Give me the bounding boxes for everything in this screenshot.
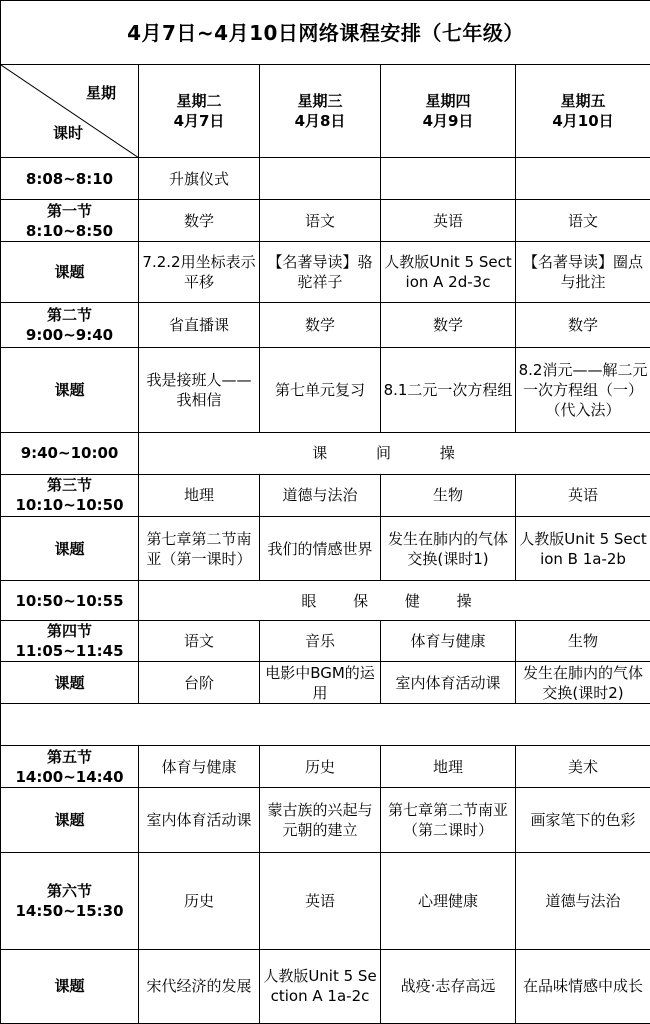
- empty-cell: [381, 158, 516, 200]
- day-header-thu: [381, 65, 516, 158]
- period-6-row: [1, 852, 650, 949]
- period-time: 8:10~8:50: [25, 221, 114, 240]
- subject-cell: 体育与健康: [139, 746, 260, 788]
- subject-cell: 省直播课: [139, 302, 260, 347]
- subject-cell: 音乐: [260, 621, 381, 662]
- time-cell: 10:50~10:55: [1, 581, 139, 621]
- subject-cell: 语文: [139, 621, 260, 662]
- topic-label: 课题: [1, 949, 139, 1023]
- flag-row: [1, 158, 650, 200]
- break-2-row: [1, 581, 650, 621]
- topic-cell: 台阶: [139, 662, 260, 704]
- topic-cell: 发生在肺内的气体交换(课时2): [516, 662, 650, 704]
- period-1-topic-row: [1, 242, 650, 302]
- period-name: 第六节: [46, 881, 92, 900]
- topic-cell: 第七单元复习: [260, 347, 381, 432]
- period-time: 10:10~10:50: [15, 496, 124, 515]
- day-header-tue: [139, 65, 260, 158]
- subject-cell: 英语: [516, 474, 650, 516]
- weekday-label: 星期二: [176, 92, 222, 111]
- subject-cell: 道德与法治: [516, 852, 650, 949]
- subject-cell: 历史: [260, 746, 381, 788]
- subject-cell: 英语: [260, 852, 381, 949]
- period-3-label: [1, 474, 139, 516]
- date-label: 4月10日: [552, 112, 614, 131]
- exercise-break-cell: 课 间 操: [139, 432, 650, 474]
- topic-label: 课题: [1, 347, 139, 432]
- period-name: 第二节: [46, 305, 92, 324]
- subject-cell: 数学: [139, 200, 260, 242]
- page-title: 4月7日~4月10日网络课程安排（七年级）: [1, 1, 650, 65]
- period-4-row: [1, 621, 650, 662]
- subject-cell: 心理健康: [381, 852, 516, 949]
- topic-cell: 战疫·志存高远: [381, 949, 516, 1023]
- period-5-topic-row: [1, 788, 650, 852]
- header-row: [1, 65, 650, 158]
- day-header-wed: [260, 65, 381, 158]
- period-6-topic-row: [1, 949, 650, 1023]
- period-name: 第三节: [46, 476, 92, 495]
- weekday-label: 星期五: [560, 92, 606, 111]
- period-name: 第四节: [46, 622, 92, 641]
- period-3-topic-row: [1, 516, 650, 580]
- weekday-label: 星期四: [425, 92, 471, 111]
- topic-cell: 8.1二元一次方程组: [381, 347, 516, 432]
- eye-exercise-cell: 眼 保 健 操: [139, 581, 650, 621]
- period-6-label: [1, 852, 139, 949]
- day-header-fri: [516, 65, 650, 158]
- period-2-row: [1, 302, 650, 347]
- subject-cell: 生物: [381, 474, 516, 516]
- period-2-topic-row: [1, 347, 650, 432]
- topic-cell: 人教版Unit 5 Section B 1a-2b: [516, 516, 650, 580]
- corner-week-label: 星期: [85, 84, 116, 103]
- topic-cell: 我是接班人——我相信: [139, 347, 260, 432]
- subject-cell: 语文: [516, 200, 650, 242]
- topic-cell: 7.2.2用坐标表示平移: [139, 242, 260, 302]
- subject-cell: 地理: [381, 746, 516, 788]
- subject-cell: 地理: [139, 474, 260, 516]
- period-time: 14:50~15:30: [15, 901, 124, 920]
- topic-cell: 电影中BGM的运用: [260, 662, 381, 704]
- topic-label: 课题: [1, 516, 139, 580]
- subject-cell: 生物: [516, 621, 650, 662]
- period-name: 第一节: [46, 201, 92, 220]
- period-5-row: [1, 746, 650, 788]
- topic-cell: 我们的情感世界: [260, 516, 381, 580]
- lunch-gap-row: [1, 704, 650, 746]
- subject-cell: 数学: [516, 302, 650, 347]
- period-time: 14:00~14:40: [15, 767, 124, 786]
- period-time: 11:05~11:45: [15, 642, 124, 661]
- empty-cell: [516, 158, 650, 200]
- topic-cell: 在品味情感中成长: [516, 949, 650, 1023]
- date-label: 4月9日: [422, 112, 474, 131]
- time-cell: 9:40~10:00: [1, 432, 139, 474]
- topic-label: 课题: [1, 242, 139, 302]
- topic-cell: 人教版Unit 5 Section A 1a-2c: [260, 949, 381, 1023]
- topic-label: 课题: [1, 788, 139, 852]
- topic-cell: 【名著导读】骆驼祥子: [260, 242, 381, 302]
- diagonal-line: [1, 65, 139, 158]
- subject-cell: 体育与健康: [381, 621, 516, 662]
- date-label: 4月7日: [173, 112, 225, 131]
- period-5-label: [1, 746, 139, 788]
- topic-cell: 室内体育活动课: [139, 788, 260, 852]
- flag-ceremony-cell: 升旗仪式: [139, 158, 260, 200]
- corner-header-cell: [1, 65, 139, 158]
- topic-label: 课题: [1, 662, 139, 704]
- topic-cell: 第七章第二节南亚（第二课时）: [381, 788, 516, 852]
- time-cell: 8:08~8:10: [1, 158, 139, 200]
- subject-cell: 数学: [260, 302, 381, 347]
- subject-cell: 数学: [381, 302, 516, 347]
- corner-period-label: 课时: [53, 124, 84, 143]
- topic-cell: 宋代经济的发展: [139, 949, 260, 1023]
- subject-cell: 道德与法治: [260, 474, 381, 516]
- date-label: 4月8日: [294, 112, 346, 131]
- topic-cell: 发生在肺内的气体交换(课时1): [381, 516, 516, 580]
- period-4-topic-row: [1, 662, 650, 704]
- period-name: 第五节: [46, 747, 92, 766]
- break-1-row: [1, 432, 650, 474]
- title-row: [1, 1, 650, 65]
- topic-cell: 蒙古族的兴起与元朝的建立: [260, 788, 381, 852]
- period-1-row: [1, 200, 650, 242]
- period-3-row: [1, 474, 650, 516]
- topic-cell: 人教版Unit 5 Section A 2d-3c: [381, 242, 516, 302]
- subject-cell: 英语: [381, 200, 516, 242]
- period-4-label: [1, 621, 139, 662]
- topic-cell: 【名著导读】圈点与批注: [516, 242, 650, 302]
- topic-cell: 8.2消元——解二元一次方程组（一）（代入法）: [516, 347, 650, 432]
- period-time: 9:00~9:40: [25, 325, 114, 344]
- weekday-label: 星期三: [297, 92, 343, 111]
- empty-separator-cell: [1, 704, 650, 746]
- subject-cell: 历史: [139, 852, 260, 949]
- topic-cell: 第七章第二节南亚（第一课时）: [139, 516, 260, 580]
- period-2-label: [1, 302, 139, 347]
- empty-cell: [260, 158, 381, 200]
- topic-cell: 画家笔下的色彩: [516, 788, 650, 852]
- subject-cell: 美术: [516, 746, 650, 788]
- topic-cell: 室内体育活动课: [381, 662, 516, 704]
- period-1-label: [1, 200, 139, 242]
- subject-cell: 语文: [260, 200, 381, 242]
